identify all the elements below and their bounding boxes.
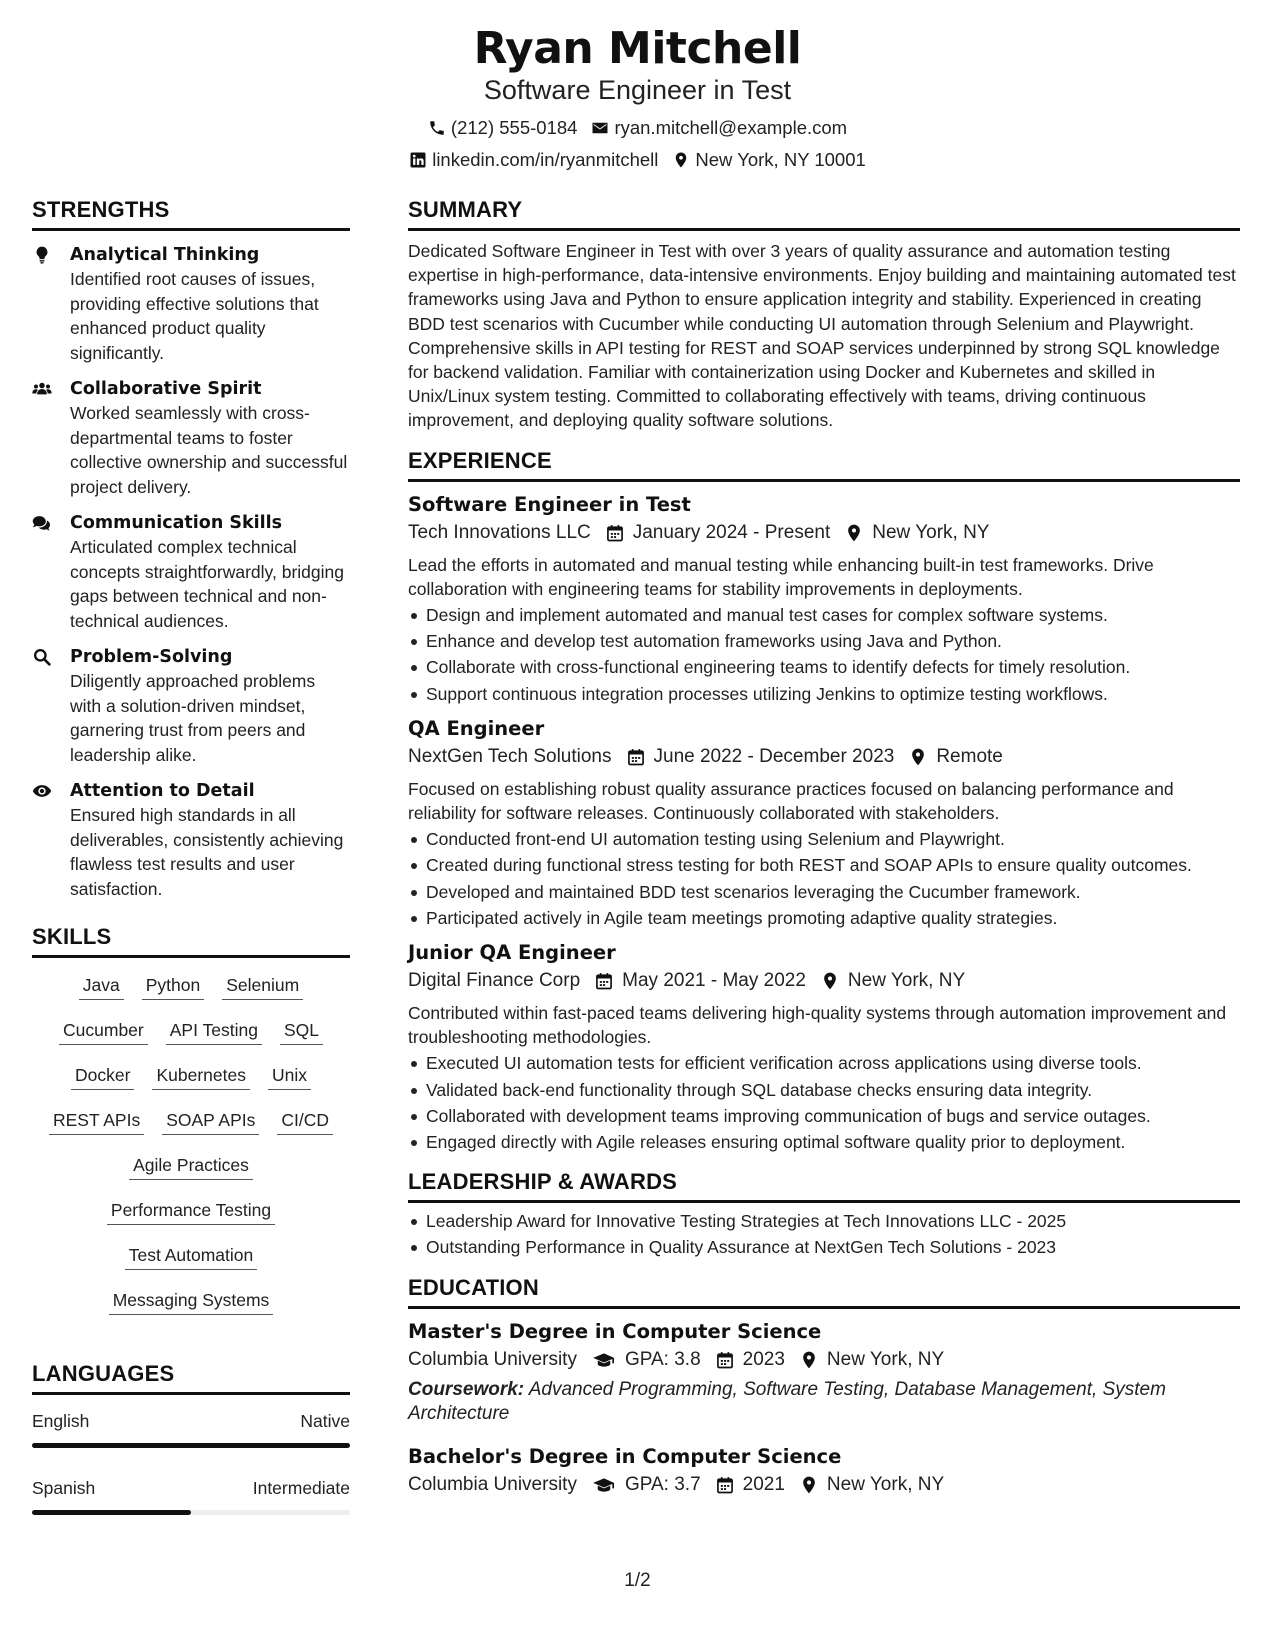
school-location: New York, NY [826, 1348, 945, 1370]
graduation-year: 2023 [742, 1348, 785, 1370]
list-item: Conducted front-end UI automation testing using Selenium and Playwright. [408, 827, 1240, 851]
list-item: Collaborated with development teams improving communication of bugs and service outages. [408, 1104, 1240, 1128]
calendar-icon [626, 747, 646, 767]
skill-tag: Agile Practices [129, 1154, 253, 1180]
education-heading: EDUCATION [408, 1274, 1240, 1309]
language-proficiency-bar [32, 1443, 350, 1448]
job-company: Digital Finance Corp [408, 970, 581, 992]
list-item: Participated actively in Agile team meetings promoting adaptive quality strategies. [408, 906, 1240, 930]
skill-tag: Java [79, 974, 124, 1000]
skill-tag: Docker [71, 1064, 134, 1090]
skill-tag: Unix [268, 1064, 311, 1090]
job-role: Software Engineer in Test [408, 492, 691, 516]
gpa: GPA: 3.8 [624, 1348, 701, 1370]
job-company: NextGen Tech Solutions [408, 745, 612, 767]
list-item: Design and implement automated and manual test cases for complex software systems. [408, 603, 1240, 627]
list-item: Validated back-end functionality through SQL database checks ensuring data integrity. [408, 1078, 1240, 1102]
contact-row-2 [0, 148, 1275, 172]
job-company: Tech Innovations LLC [408, 521, 591, 543]
right-column [408, 196, 1240, 1499]
phone-icon [428, 119, 446, 137]
map-marker-icon [908, 747, 928, 767]
skill-tag: Cucumber [59, 1019, 148, 1045]
strength-title: Attention to Detail [70, 781, 255, 801]
strength-item [32, 243, 350, 365]
list-item: Engaged directly with Agile releases ensuring optimal software quality prior to deployment. [408, 1130, 1240, 1154]
education-entry [408, 1319, 1240, 1426]
job-meta [408, 743, 1240, 771]
job-role: Junior QA Engineer [408, 941, 616, 965]
gpa: GPA: 3.7 [624, 1473, 701, 1495]
skills-row [32, 1234, 350, 1279]
coursework-text: Advanced Programming, Software Testing, Database Management, System Architecture [408, 1378, 1166, 1424]
contact-linkedin[interactable] [409, 148, 658, 172]
list-item: Leadership Award for Innovative Testing Strategies at Tech Innovations LLC - 2025 [408, 1209, 1240, 1233]
job-location: New York, NY [847, 970, 966, 992]
calendar-icon [605, 523, 625, 543]
strengths-heading: STRENGTHS [32, 196, 350, 231]
coursework-label: Coursework: [408, 1378, 525, 1400]
list-item: Developed and maintained BDD test scenarios leveraging the Cucumber framework. [408, 880, 1240, 904]
language-proficiency-fill [32, 1510, 191, 1515]
strength-desc: Articulated complex technical concepts straightforwardly, bridging gaps between technical and non-technical audiences. [70, 537, 344, 631]
skills-row [32, 964, 350, 1009]
skill-tag: Test Automation [125, 1244, 258, 1270]
calendar-icon [715, 1350, 735, 1370]
job-location: New York, NY [872, 521, 990, 543]
envelope-icon [591, 119, 609, 137]
contact-phone [428, 116, 578, 140]
education-entry [408, 1444, 1240, 1499]
graduation-cap-icon [591, 1350, 617, 1370]
strength-desc: Identified root causes of issues, providing effective solutions that enhanced product quality significantly. [70, 269, 319, 363]
job-bullets [408, 603, 1240, 706]
skill-tag: Selenium [222, 974, 303, 1000]
summary-text: Dedicated Software Engineer in Test with over 3 years of quality assurance and automation testing expertise in high-performance, data-intensive environments. Enjoy building and maintaining automated test frameworks using Java and Python to ensure application integrity and stability. Experienced in creating BDD test scenarios with Cucumber while conducting UI automation through Selenium and Playwright. Comprehensive skills in API testing for REST and SOAP services underpinned by strong SQL knowledge for backend validation. Familiar with containerization using Docker and Kubernetes and skilled in Unix/Linux system testing. Committed to collaborating effectively with teams, driving continuous improvement, and deploying quality software solutions. [408, 241, 1236, 431]
skills-row [32, 1144, 350, 1189]
linkedin-icon [409, 151, 427, 169]
strength-item [32, 511, 350, 633]
job-description: Lead the efforts in automated and manual testing while enhancing built-in test frameworks. Drive collaboration with engineering teams for stability improvements in deployments. [408, 554, 1154, 599]
language-item [32, 1476, 350, 1515]
experience-entry [408, 940, 1240, 1154]
language-proficiency-fill [32, 1443, 350, 1448]
list-item: Executed UI automation tests for efficient verification across applications using diverse tools. [408, 1051, 1240, 1075]
strength-item [32, 645, 350, 767]
school-name: Columbia University [408, 1348, 577, 1370]
skills-row [32, 1054, 350, 1099]
users-icon [32, 377, 70, 499]
eye-icon [32, 779, 70, 901]
strength-desc: Ensured high standards in all deliverables, consistently achieving flawless test results and user satisfaction. [70, 805, 344, 899]
job-role: QA Engineer [408, 716, 545, 740]
lightbulb-icon [32, 243, 70, 365]
skill-tag: Python [142, 974, 204, 1000]
languages-heading: LANGUAGES [32, 1360, 350, 1395]
strength-title: Problem-Solving [70, 647, 233, 667]
contact-email[interactable] [591, 116, 847, 140]
experience-entry [408, 492, 1240, 706]
strength-item [32, 779, 350, 901]
skill-tag: SOAP APIs [162, 1109, 259, 1135]
strength-title: Communication Skills [70, 513, 283, 533]
language-item [32, 1409, 350, 1448]
coursework [408, 1378, 1240, 1426]
list-item: Outstanding Performance in Quality Assurance at NextGen Tech Solutions - 2023 [408, 1235, 1240, 1259]
calendar-icon [715, 1475, 735, 1495]
map-marker-icon [799, 1475, 819, 1495]
job-bullets [408, 827, 1240, 930]
strength-desc: Worked seamlessly with cross-departmental teams to foster collective ownership and successful project delivery. [70, 403, 348, 497]
skill-tag: CI/CD [277, 1109, 333, 1135]
left-column [32, 196, 350, 1515]
strength-item [32, 377, 350, 499]
degree-title: Bachelor's Degree in Computer Science [408, 1444, 842, 1468]
skills-row [32, 1009, 350, 1054]
list-item: Enhance and develop test automation frameworks using Java and Python. [408, 629, 1240, 653]
comments-icon [32, 511, 70, 633]
language-name: English [32, 1411, 90, 1431]
degree-title: Master's Degree in Computer Science [408, 1319, 822, 1343]
skills-row [32, 1189, 350, 1234]
school-name: Columbia University [408, 1473, 577, 1495]
skills-row [32, 1099, 350, 1144]
job-description: Focused on establishing robust quality assurance practices focused on balancing performance and reliability for software releases. Continuously collaborated with stakeholders. [408, 778, 1174, 824]
school-location: New York, NY [826, 1473, 945, 1495]
education-meta [408, 1346, 1240, 1374]
skills-list [32, 964, 350, 1324]
map-marker-icon [820, 971, 840, 991]
experience-entry [408, 716, 1240, 930]
phone-text: (212) 555-0184 [450, 117, 578, 138]
list-item: Created during functional stress testing for both REST and SOAP APIs to ensure quality outcomes. [408, 853, 1240, 877]
calendar-icon [594, 971, 614, 991]
skills-row [32, 1279, 350, 1324]
page-number: 1/2 [624, 1570, 651, 1591]
resume-header [0, 22, 1275, 172]
map-marker-icon [844, 523, 864, 543]
list-item: Collaborate with cross-functional engineering teams to identify defects for timely resolution. [408, 655, 1240, 679]
email-text[interactable]: ryan.mitchell@example.com [614, 117, 848, 138]
summary-heading: SUMMARY [408, 196, 1240, 231]
job-bullets [408, 1051, 1240, 1154]
strength-desc: Diligently approached problems with a solution-driven mindset, garnering trust from peers and leadership alike. [70, 671, 316, 765]
linkedin-text[interactable]: linkedin.com/in/ryanmitchell [432, 149, 659, 170]
awards-heading: LEADERSHIP & AWARDS [408, 1168, 1240, 1203]
map-marker-icon [672, 151, 690, 169]
search-icon [32, 645, 70, 767]
language-name: Spanish [32, 1478, 96, 1498]
strength-title: Collaborative Spirit [70, 379, 262, 399]
job-location: Remote [936, 745, 1003, 767]
skill-tag: SQL [280, 1019, 323, 1045]
list-item: Support continuous integration processes utilizing Jenkins to optimize testing workflows. [408, 682, 1240, 706]
awards-list [408, 1209, 1240, 1259]
contact-row-1 [0, 116, 1275, 140]
strength-title: Analytical Thinking [70, 245, 260, 265]
candidate-name: Ryan Mitchell [473, 23, 802, 74]
candidate-title: Software Engineer in Test [483, 75, 792, 105]
education-meta [408, 1471, 1240, 1499]
contact-location [672, 148, 865, 172]
job-dates: June 2022 - December 2023 [653, 745, 895, 767]
language-level: Native [300, 1411, 350, 1431]
experience-heading: EXPERIENCE [408, 447, 1240, 482]
language-proficiency-bar [32, 1510, 350, 1515]
job-meta [408, 519, 1240, 547]
skill-tag: API Testing [166, 1019, 262, 1045]
skill-tag: REST APIs [49, 1109, 144, 1135]
job-meta [408, 967, 1240, 995]
graduation-year: 2021 [742, 1473, 785, 1495]
job-dates: January 2024 - Present [632, 521, 831, 543]
location-text: New York, NY 10001 [695, 149, 866, 170]
skills-heading: SKILLS [32, 923, 350, 958]
skill-tag: Performance Testing [107, 1199, 275, 1225]
map-marker-icon [799, 1350, 819, 1370]
job-dates: May 2021 - May 2022 [622, 970, 806, 992]
skill-tag: Messaging Systems [109, 1289, 274, 1315]
language-level: Intermediate [252, 1478, 350, 1498]
job-description: Contributed within fast-paced teams delivering high-quality systems through automation improvement and troubleshooting methodologies. [408, 1003, 1227, 1048]
skill-tag: Kubernetes [152, 1064, 250, 1090]
graduation-cap-icon [591, 1475, 617, 1495]
